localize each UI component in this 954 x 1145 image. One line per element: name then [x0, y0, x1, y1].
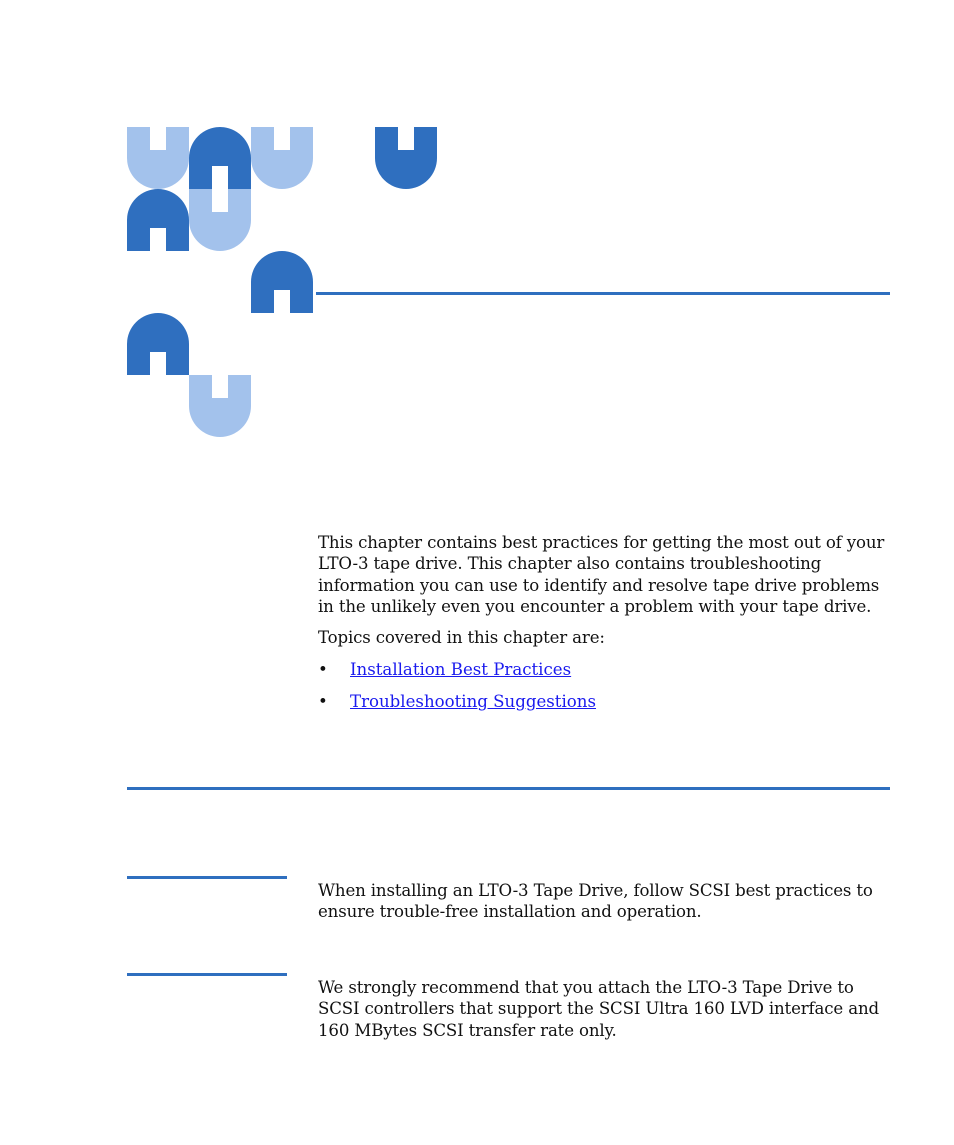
- scsi-controller-recommendation-paragraph: We strongly recommend that you attach the LTO-3 Tape Drive to SCSI controllers that support the SCSI Ultra 160 LVD interface and 160 MBytes SCSI transfer rate only.: [318, 978, 879, 1040]
- intro-paragraph: This chapter contains best practices for getting the most out of your LTO-3 tape drive. This chapter also contains troubleshooting information you can use to identify and resolve tape drive problems in the unlikely even you encounter a problem with your tape drive.: [318, 533, 885, 617]
- topics-lead: Topics covered in this chapter are:: [318, 628, 605, 647]
- chapter-title-rule: [316, 292, 890, 295]
- bullet-icon: •: [318, 692, 328, 711]
- link-troubleshooting-suggestions[interactable]: Troubleshooting Suggestions: [350, 692, 596, 711]
- quantum-logo-icon: [0, 0, 954, 450]
- subsection-heading-rule-2: [127, 973, 287, 976]
- link-installation-best-practices[interactable]: Installation Best Practices: [350, 660, 572, 679]
- subsection-heading-rule: [127, 876, 287, 879]
- section-heading-rule: [127, 787, 890, 790]
- bullet-icon: •: [318, 660, 328, 679]
- scsi-best-practices-paragraph: When installing an LTO-3 Tape Drive, follow SCSI best practices to ensure trouble-free installation and operation.: [318, 881, 873, 922]
